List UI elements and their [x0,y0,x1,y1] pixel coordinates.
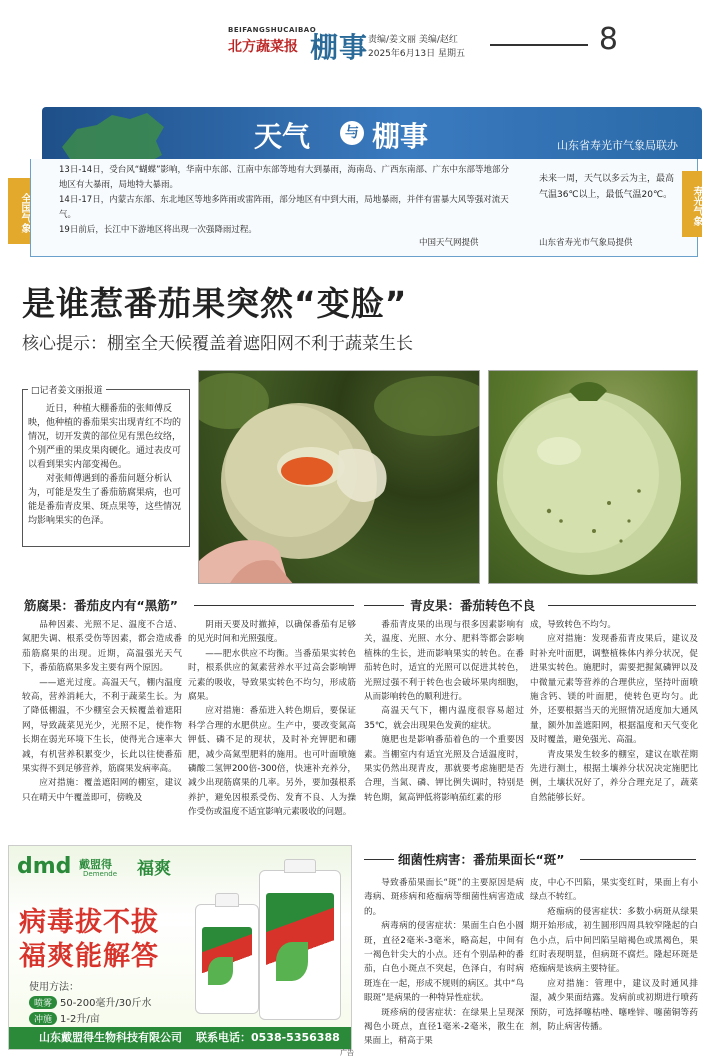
tomato-photo-cut [198,370,480,584]
section-rule [580,859,696,860]
article-headline: 是谁惹番茄果突然“变脸” [22,284,408,323]
bottle-cap [284,859,316,873]
masthead-rule [490,44,588,46]
ad-usage-text: 1-2升/亩 [60,1014,100,1025]
paragraph: ——肥水供应不均衡。当番茄果实转色时，根系供应的氮素营养水平过高会影响钾元素的吸收，导致果实转色不均匀，形成筋腐果。 [188,648,356,703]
ad-usage-tag: 喷雾 [29,996,57,1009]
china-map-icon [52,107,172,159]
ad-usage-tag: 冲施 [29,1012,57,1025]
ad-company: 山东戴盟得生物科技有限公司 [39,1031,182,1044]
national-forecast-item: 13日-14日，受台风“蝴蝶”影响，华南中东部、江南中东部等地有大到暴雨，海南岛、广西东南部、广东中东部等地部分地区有大暴雨，局地特大暴雨。 [59,165,510,190]
national-forecast-item: 19日前后，长江中下游地区将出现一次强降雨过程。 [59,225,257,235]
paragraph: 皮，中心不凹陷，果实变红时，果面上有小绿点不转红。 [530,878,698,903]
leaf-icon [276,942,308,980]
paragraph: 应对措施：发现番茄青皮果后，建议及时补充叶面肥，调整植株体内养分状况，促进果实转色。施肥时，需要把握氮磷钾以及中微量元素等营养的合理供应，坚持叶面喷施含钙、镁的叶面肥，使转色更均匀。此外，还要根据当天的光照情况适度加大通风量，额外加盖遮阳网，根据温度和天气变化及时覆盖，避免强光、高温。 [530,634,698,746]
paragraph: 应对措施：覆盖遮阳网的棚室，建议只在晴天中午覆盖即可，傍晚及 [22,778,182,803]
section2-column-1 [364,618,524,805]
section-heading-green-fruit: 青皮果：番茄转色不良 [410,598,536,613]
masthead-latin: BEIFANGSHUCAIBAO [228,26,317,34]
bottle-cap [215,893,240,907]
section-title: 棚事 [310,31,369,64]
issue-date: 2025年6月13日 星期五 [368,49,465,59]
ad-brand: 戴盟得 [79,858,112,871]
paragraph: 应对措施：管理中，建议及时通风排湿，减少果面结露。发病前或初期进行喷药预防，可选择噻枯唑、噻唑锌、噻菌铜等药剂，防止病害传播。 [530,978,698,1033]
national-forecast-item: 14日-17日，内蒙古东部、东北地区等地多阵雨或雷阵雨，部分地区有中到大雨，局地暴雨，并伴有雷暴大风等强对流天气。 [59,195,509,220]
paragraph: 斑疹病的侵害症状：在绿果上呈现深褐色小斑点，直径1毫米-2毫米，散生在果面上，稍高于果 [364,1007,524,1047]
spotted-tomato-image [489,371,698,584]
section3-column-2 [530,876,698,1034]
ad-usage-title: 使用方法： [29,982,79,993]
leaf-icon [208,957,233,985]
paragraph: 番茄青皮果的出现与很多因素影响有关，温度、光照、水分、肥料等都会影响植株的生长，进而影响果实的转色。在番茄转色时，适宜的光照可以促进其转色，光照过强不利于转色也会破坏果肉细胞，从而影响转色的顺利进行。 [364,620,524,703]
product-bottle-small [195,904,259,1014]
paragraph: 应对措施：番茄进入转色期后，要保证科学合理的水肥供应。生产中，要改变氮高钾低、磷不足的现状，及时补充钾肥和硼肥，减少高氮型肥料的施用。也可叶面喷施磷酸二氢钾200倍-300倍，快速补充养分，减少出现筋腐果的几率。另外，要加强根系养护，避免因根系受伤、发育不良、人为操作受伤或温度不适宜影响元素吸收的问题。 [188,706,356,818]
ad-phone: 联系电话：0538-5356388 [196,1031,340,1044]
cut-tomato-image [199,371,480,584]
tomato-photo-spots [488,370,698,584]
local-forecast: 未来一周，天气以多云为主，最高气温36℃以上，最低气温20℃。 [539,174,675,200]
ad-brand-latin: Demende [83,870,118,878]
ad-slogan: 病毒拔不拔 [19,907,159,938]
paragraph: 青皮果发生较多的棚室，建议在歇茬期先进行测土，根据土壤养分状况决定施肥比例，土壤状况好了，养分合理充足了，蔬菜自然能够长好。 [530,749,698,803]
ad-logo: dmd [17,854,72,879]
ad-usage-text: 50-200毫升/30斤水 [60,998,152,1009]
section-heading-bacterial: 细菌性病害：番茄果面长“斑” [398,852,565,867]
local-credit: 山东省寿光市气象局提供 [539,238,633,248]
paragraph: 高温天气下，棚内温度很容易超过35℃，就会出现果色发黄的症状。 [364,706,524,731]
local-weather-tag: 寿光气象 [682,171,702,237]
section-rule [364,859,394,860]
ad-usage-line [29,1010,100,1025]
section1-column-2 [188,618,356,820]
weather-title: 天气 [254,120,311,153]
page-number: 8 [598,22,618,57]
weather-banner [42,107,702,159]
section-rule [364,605,404,606]
ad-mark: 广告 [340,1049,354,1057]
national-weather-tag: 全国气象 [8,178,30,244]
newspaper-logo: 北方蔬菜报 [228,39,298,55]
shed-title: 棚事 [372,120,429,153]
paragraph: ——遮光过度。高温天气，棚内温度较高，营养消耗大，不利于蔬菜生长。为了降低棚温，不少棚室会天候覆盖着遮阳网，导致蔬菜见光少，光照不足，使作物长期在弱光环境下生长，使得光合速率大减，有机营养积累变少，长此以往使番茄果实得不到足够营养，筋腐果发病率高。 [22,677,182,775]
paragraph: 品种因素、光照不足、温度不合适、氮肥失调、根系受伤等因素，都会造成番茄筋腐果的出现。近期，高温强光天气下，番茄筋腐果多发主要有两个原因。 [22,620,182,674]
weather-and-badge: 与 [340,121,364,145]
paragraph: 施肥也是影响番茄着色的一个重要因素。当棚室内有适宜光照及合适温度时，果实仍然出现青皮，那就要考虑施肥是否合理，当氮、磷、钾比例失调时，特别是转色期，氮高钾低将影响茄红素的形 [364,735,524,803]
section3-column-1 [364,876,524,1049]
section-rule [548,605,696,606]
paragraph: 病毒病的侵害症状：果面生白色小圆斑，直径2毫米-3毫米，略高起，中间有一褐色针尖大的小点。还有个别品种的番茄，白色小斑点不突起，色泽白，有时病斑连在一起，形成不规则的病区。其中“鸟眼斑”是病果的一种特异性症状。 [364,921,524,1004]
weather-bureau: 山东省寿光市气象局联办 [557,139,678,152]
paragraph: 阴雨天要及时撤掉，以确保番茄有足够的见光时间和光照强度。 [188,620,356,645]
section2-column-2 [530,618,698,805]
lead-paragraph: 对张师傅遇到的番茄问题分析认为，可能是发生了番茄筋腐果病，也可能是番茄青皮果、斑点果等，这些情况均影响果实的色泽。 [28,474,182,526]
product-bottle-large [259,870,341,1020]
article-subhead: 核心提示：棚室全天候覆盖着遮阳网不利于蔬菜生长 [22,334,413,354]
paragraph: 成，导致转色不均匀。 [530,620,616,630]
ad-slogan: 福爽能解答 [19,941,159,972]
lead-box [22,389,190,547]
weather-body [30,159,698,257]
paragraph: 导致番茄果面长“斑”的主要原因是病毒病、斑疹病和疮痂病等细菌性病害造成的。 [364,878,524,917]
national-credit: 中国天气网提供 [419,238,479,248]
section1-column-1 [22,618,182,805]
byline: □记者姜文丽报道 [28,383,106,396]
editor-credits: 责编/姜文丽 美编/赵红 [368,35,458,45]
section-heading-fusarium: 筋腐果：番茄皮内有“黑筋” [24,598,178,613]
ad-footer [9,1027,351,1049]
lead-paragraph: 近日，种植大棚番茄的张师傅反映，他种植的番茄果实出现青红不均的情况，切开发黄的部位见有黑色纹络，个别严重的果皮果肉硬化。通过表皮可以看到果实内部变褐色。 [28,404,182,470]
national-forecast [59,163,517,238]
weather-box [8,103,702,257]
paragraph: 疮痂病的侵害症状：多数小病斑从绿果期开始形成，初生圆形四周具较窄隆起的白色小点，后中间凹陷呈暗褐色或黑褐色，果红时表现明显，但病斑不腐烂。隆起环斑是疮痂病是该病主要特征。 [530,906,698,975]
ad-product-name: 福爽 [137,859,171,879]
advertisement [8,845,352,1050]
ad-usage-line [29,994,152,1009]
section-rule [194,605,354,606]
masthead [228,24,618,64]
